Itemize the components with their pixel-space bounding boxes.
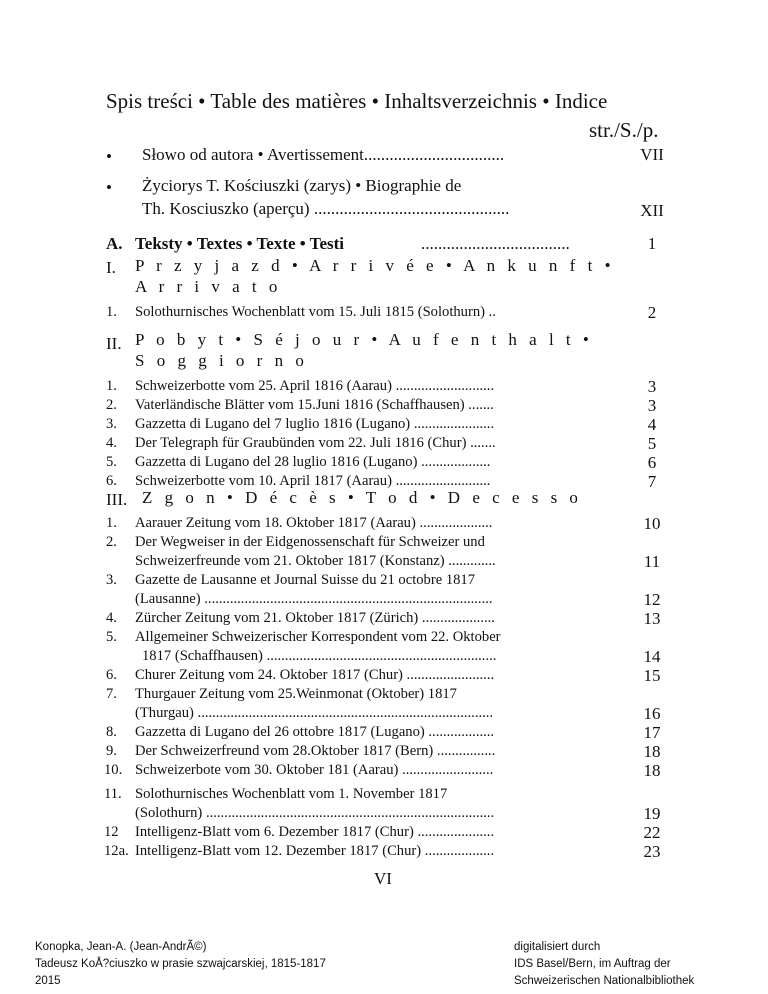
item-number: 3. (106, 572, 117, 588)
page-ref: 1 (647, 234, 657, 253)
toc-entry: Churer Zeitung vom 24. Oktober 1817 (Chur) ........................ (135, 667, 495, 683)
page-ref: 22 (643, 823, 661, 842)
item-number: 2. (106, 397, 117, 413)
item-number: 2. (106, 534, 117, 550)
page-ref: 7 (647, 472, 657, 491)
toc-entry-foreword: Słowo od autora • Avertissement................................. (142, 145, 505, 164)
page-ref: 4 (647, 415, 657, 434)
page-ref: 14 (643, 647, 661, 666)
toc-entry-cont: (Lausanne) ............................................................................... (135, 591, 493, 607)
page-ref: 18 (643, 761, 661, 780)
footer-digitized: digitalisiert durch (514, 941, 601, 953)
toc-entry-cont: (Thurgau) ................................................................................. (135, 705, 494, 721)
part-title-line2: S o g g i o r n o (135, 351, 308, 370)
page-ref: 6 (647, 453, 657, 472)
page-ref: 19 (643, 804, 661, 823)
toc-entry: Der Wegweiser in der Eidgenossenschaft für Schweizer und (135, 534, 485, 550)
page-ref: 16 (643, 704, 661, 723)
part-title-line1: P r z y j a z d • A r r i v é e • A n k u n f t • (135, 256, 615, 275)
item-number: 8. (106, 724, 117, 740)
item-number: 4. (106, 435, 117, 451)
part-label: III. (106, 490, 128, 509)
toc-entry-cont: Schweizerfreunde vom 21. Oktober 1817 (Konstanz) ............. (135, 553, 496, 569)
page-column-label: str./S./p. (589, 118, 659, 142)
toc-entry: Schweizerbotte vom 10. April 1817 (Aarau) .......................... (135, 473, 491, 489)
toc-entry: Gazzetta di Lugano del 28 luglio 1816 (Lugano) ................... (135, 454, 491, 470)
item-number: 11. (104, 786, 122, 802)
page-ref: 15 (643, 666, 661, 685)
item-number: 1. (106, 378, 117, 394)
page-ref: 10 (643, 514, 661, 533)
part-title-line1: P o b y t • S é j o u r • A u f e n t h a l t • (135, 330, 593, 349)
toc-entry: Solothurnisches Wochenblatt vom 15. Juli 1815 (Solothurn) .. (135, 304, 496, 320)
toc-entry: Gazzetta di Lugano del 7 luglio 1816 (Lugano) ...................... (135, 416, 495, 432)
toc-title: Spis treści • Table des matières • Inhaltsverzeichnis • Indice (106, 89, 608, 113)
toc-entry: Allgemeiner Schweizerischer Korrespondent vom 22. Oktober (135, 629, 501, 645)
page-ref: 12 (643, 590, 661, 609)
item-number: 6. (106, 473, 117, 489)
item-number: 3. (106, 416, 117, 432)
page-number: VI (374, 869, 392, 888)
page-ref: 18 (643, 742, 661, 761)
page-ref: 3 (647, 396, 657, 415)
toc-entry: Der Schweizerfreund vom 28.Oktober 1817 (Bern) ................ (135, 743, 496, 759)
toc-entry: Aarauer Zeitung vom 18. Oktober 1817 (Aarau) .................... (135, 515, 493, 531)
footer-left (35, 939, 326, 990)
toc-entry: Intelligenz-Blatt vom 6. Dezember 1817 (Chur) ..................... (135, 824, 495, 840)
footer-right (514, 939, 694, 990)
item-number: 4. (106, 610, 117, 626)
item-number: 5. (106, 629, 117, 645)
part-title-line2: A r r i v a t o (135, 277, 282, 296)
page-ref: VII (640, 145, 664, 164)
footer-title: Tadeusz KoÅ?ciuszko w prasie szwajcarskiej, 1815-1817 (35, 958, 326, 970)
toc-entry: Gazzetta di Lugano del 26 ottobre 1817 (Lugano) .................. (135, 724, 495, 740)
item-number: 1. (106, 304, 117, 320)
item-number: 12 (104, 824, 119, 840)
item-number: 7. (106, 686, 117, 702)
footer-library: Schweizerischen Nationalbibliothek (514, 975, 695, 987)
page-ref: 23 (643, 842, 661, 861)
part-label: II. (106, 334, 122, 353)
item-number: 9. (106, 743, 117, 759)
toc-entry-biography-line2: Th. Kosciuszko (aperçu) .............................................. (142, 199, 510, 218)
toc-entry-cont: 1817 (Schaffhausen) ............................................................... (142, 648, 497, 664)
footer-year: 2015 (35, 975, 61, 987)
toc-entry: Zürcher Zeitung vom 21. Oktober 1817 (Zürich) .................... (135, 610, 495, 626)
page-ref: XII (640, 201, 664, 220)
page-ref: 5 (647, 434, 657, 453)
page-ref: 2 (647, 303, 657, 322)
item-number: 5. (106, 454, 117, 470)
part-title-line1: Z g o n • D é c è s • T o d • D e c e s s o (142, 488, 582, 507)
dot-leader: ................................... (421, 234, 570, 253)
toc-entry: Vaterländische Blätter vom 15.Juni 1816 (Schaffhausen) ....... (135, 397, 494, 413)
item-number: 1. (106, 515, 117, 531)
toc-entry-cont: (Solothurn) ............................................................................... (135, 805, 495, 821)
footer-author: Konopka, Jean-A. (Jean-AndrÃ©) (35, 941, 207, 953)
toc-entry: Intelligenz-Blatt vom 12. Dezember 1817 (Chur) ................... (135, 843, 495, 859)
toc-entry: Schweizerbotte vom 25. April 1816 (Aarau) ........................... (135, 378, 495, 394)
page-ref: 3 (647, 377, 657, 396)
item-number: 10. (104, 762, 123, 778)
toc-entry: Der Telegraph für Graubünden vom 22. Juli 1816 (Chur) ....... (135, 435, 496, 451)
part-label: I. (106, 258, 116, 277)
page-ref: 13 (643, 609, 661, 628)
page-ref: 17 (643, 723, 661, 742)
footer-institution: IDS Basel/Bern, im Auftrag der (514, 958, 671, 970)
toc-entry: Gazette de Lausanne et Journal Suisse du 21 octobre 1817 (135, 572, 476, 588)
item-number: 12a. (104, 843, 129, 859)
bullet: • (106, 147, 112, 166)
bullet: • (106, 178, 112, 197)
section-title: Teksty • Textes • Texte • Testi (135, 234, 344, 253)
toc-entry: Solothurnisches Wochenblatt vom 1. November 1817 (135, 786, 448, 802)
toc-entry: Schweizerbote vom 30. Oktober 181 (Aarau) ......................... (135, 762, 494, 778)
section-label: A. (106, 234, 123, 253)
item-number: 6. (106, 667, 117, 683)
page-ref: 11 (643, 552, 661, 571)
toc-entry-biography-line1: Życiorys T. Kościuszki (zarys) • Biographie de (142, 176, 462, 195)
toc-entry: Thurgauer Zeitung vom 25.Weinmonat (Oktober) 1817 (135, 686, 457, 702)
